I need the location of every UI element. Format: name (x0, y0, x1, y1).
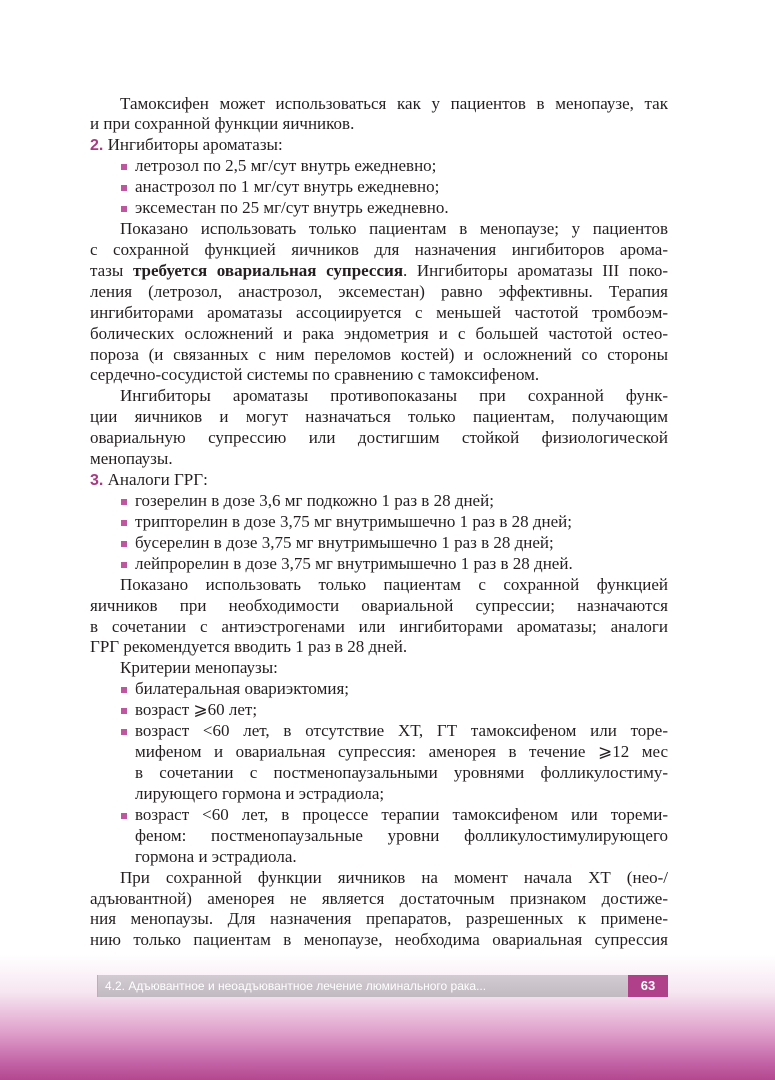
numbered-heading-aromatase (90, 135, 668, 156)
square-bullet-icon (121, 499, 127, 505)
list-item (90, 700, 668, 721)
list-item (90, 177, 668, 198)
paragraph-line: Показано использовать только пациентам с сохранной функцией (120, 574, 668, 594)
list-item-text: бусерелин в дозе 3,75 мг внутримышечно 1 раз в 28 дней; (135, 532, 554, 552)
list-item-text: возраст <60 лет, в процессе терапии тамоксифеном или тореми- (135, 804, 668, 824)
list-heading-label: Ингибиторы ароматазы: (107, 135, 283, 155)
list-item-text: гозерелин в дозе 3,6 мг подкожно 1 раз в 28 дней; (135, 491, 494, 511)
list-item-text: эксеместан по 25 мг/сут внутрь ежедневно. (135, 198, 449, 218)
text-run: тазы (90, 260, 133, 280)
list-item (90, 156, 668, 177)
page-bottom-gradient (0, 955, 775, 1080)
paragraph-line: менопаузы. (90, 449, 173, 469)
list-item-text: летрозол по 2,5 мг/сут внутрь ежедневно; (135, 156, 437, 176)
page-body (90, 94, 668, 952)
paragraph-line: Ингибиторы ароматазы противопоказаны при сохранной функ- (120, 386, 668, 406)
list-item (90, 198, 668, 219)
bold-emphasis: требуется овариальная супрессия (132, 260, 404, 280)
paragraph-line: ГРГ рекомендуется вводить 1 раз в 28 дней. (90, 637, 408, 657)
square-bullet-icon (121, 520, 127, 526)
square-bullet-icon (121, 708, 127, 714)
paragraph-line: Тамоксифен может использоваться как у пациентов в менопаузе, так (120, 93, 668, 113)
list-item-text: лейпрорелин в дозе 3,75 мг внутримышечно 1 раз в 28 дней. (135, 553, 573, 573)
paragraph-line: сердечно-сосудистой системы по сравнению с тамоксифеном. (90, 365, 540, 385)
list-item (90, 721, 668, 742)
numbered-heading-grh (90, 470, 668, 491)
running-footer (97, 975, 628, 997)
list-item-continuation: гормона и эстрадиола. (135, 846, 297, 866)
list-item (90, 512, 668, 533)
list-item-continuation: в сочетании с постменопаузальными уровнями фолликулостиму- (135, 763, 668, 782)
paragraph-line: с сохранной функцией яичников для назначения ингибиторов арома- (90, 239, 668, 259)
list-item-continuation: мифеном и овариальная супрессия: аменорея в течение ⩾12 мес (135, 742, 668, 762)
square-bullet-icon (121, 687, 127, 693)
running-title: 4.2. Адъювантное и неоадъювантное лечение люминального рака... (105, 979, 487, 993)
paragraph-line (90, 261, 668, 282)
square-bullet-icon (121, 164, 127, 170)
square-bullet-icon (121, 206, 127, 212)
square-bullet-icon (121, 813, 127, 819)
paragraph-line: ления (летрозол, анастрозол, эксеместан) равно эффективны. Терапия (90, 281, 668, 301)
list-item (90, 805, 668, 826)
list-item-continuation: феном: постменопаузальные уровни фолликулостимулирующего (135, 825, 668, 845)
square-bullet-icon (121, 729, 127, 735)
list-item (90, 491, 668, 512)
paragraph-line: Критерии менопаузы: (120, 658, 278, 678)
page-number: 63 (628, 975, 668, 997)
text-run: . Ингибиторы ароматазы III поко- (403, 260, 668, 280)
list-number: 2. (90, 137, 104, 155)
list-heading-label: Аналоги ГРГ: (107, 470, 208, 490)
list-item-text: анастрозол по 1 мг/сут внутрь ежедневно; (135, 177, 440, 197)
list-item (90, 679, 668, 700)
paragraph-line: ингибиторами ароматазы ассоциируется с меньшей частотой тромбоэм- (90, 302, 668, 322)
list-item (90, 554, 668, 575)
list-item-continuation: лирующего гормона и эстрадиола; (135, 783, 385, 803)
list-item-text: возраст <60 лет, в отсутствие ХТ, ГТ тамоксифеном или торе- (135, 721, 668, 741)
paragraph-line: При сохранной функции яичников на момент начала ХТ (нео-/ (120, 867, 668, 887)
paragraph-line: овариальную супрессию или достигшим стойкой физиологической (90, 428, 668, 448)
square-bullet-icon (121, 185, 127, 191)
paragraph-line: адъювантной) аменорея не является достаточным признаком достиже- (90, 888, 668, 908)
paragraph-line: в сочетании с антиэстрогенами или ингибиторами ароматазы; аналоги (90, 616, 668, 636)
paragraph-line: ния менопаузы. Для назначения препаратов, разрешенных к примене- (90, 909, 668, 929)
list-number: 3. (90, 472, 104, 490)
paragraph-line: пороза (и связанных с ним переломов костей) и осложнений со стороны (90, 344, 668, 364)
list-item-text: возраст ⩾60 лет; (135, 700, 258, 720)
paragraph-line: Показано использовать только пациентам в менопаузе; у пациентов (120, 219, 668, 239)
square-bullet-icon (121, 541, 127, 547)
list-item (90, 533, 668, 554)
paragraph-line: нию только пациентам в менопаузе, необходима овариальная супрессия (90, 930, 668, 950)
paragraph-line: ции яичников и могут назначаться только пациентам, получающим (90, 407, 668, 427)
paragraph-line: яичников при необходимости овариальной супрессии; назначаются (90, 595, 668, 615)
paragraph-line: болических осложнений и рака эндометрия и с большей частотой остео- (90, 323, 668, 343)
list-item-text: трипторелин в дозе 3,75 мг внутримышечно 1 раз в 28 дней; (135, 511, 572, 531)
list-item-text: билатеральная овариэктомия; (135, 679, 350, 699)
square-bullet-icon (121, 562, 127, 568)
paragraph-line: и при сохранной функции яичников. (90, 114, 355, 134)
